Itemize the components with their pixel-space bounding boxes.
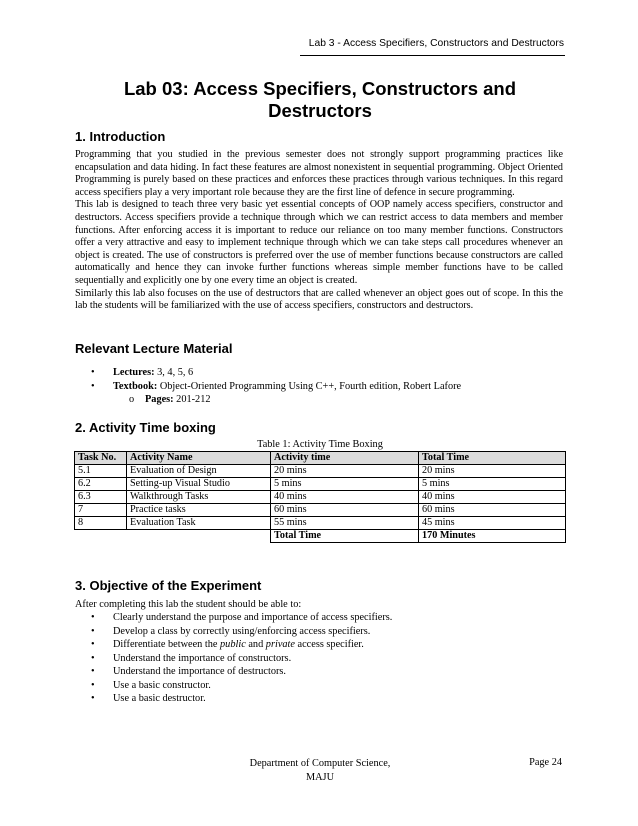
- table-cell: 60 mins: [419, 504, 566, 517]
- list-item: [75, 611, 563, 625]
- table-cell: Practice tasks: [127, 504, 271, 517]
- lecture-material-heading: Relevant Lecture Material: [75, 341, 233, 356]
- objective-list: [75, 611, 563, 706]
- objective-item-middle: and: [245, 639, 266, 650]
- table-cell: Evaluation of Design: [127, 465, 271, 478]
- objective-item: Understand the importance of destructors.: [113, 666, 286, 677]
- bullet-icon: •: [91, 380, 95, 392]
- table-total-row: [75, 530, 566, 543]
- total-value: 170 Minutes: [419, 530, 566, 543]
- list-item: [75, 679, 563, 693]
- intro-paragraph-1: Programming that you studied in the previous semester does not strongly support programming practices like encapsulation and data hiding. In fact these features are almost nonexistent in sequential programming. Object Oriented Programming is purely based on these practices and enforces these practices through various techniques. In this regard access specifiers play a very important role because they are the first line of defence in secure programming.: [75, 149, 563, 198]
- activity-heading: 2. Activity Time boxing: [75, 420, 216, 435]
- bullet-icon: •: [91, 625, 95, 637]
- footer-department-line2: MAJU: [305, 771, 335, 783]
- table-cell: 45 mins: [419, 517, 566, 530]
- bullet-icon: •: [91, 666, 95, 677]
- textbook-label: Textbook:: [113, 380, 158, 392]
- objective-item: Use a basic destructor.: [113, 693, 206, 704]
- intro-paragraph-2: This lab is designed to teach three very basic yet essential concepts of OOP namely access specifiers, constructor and destructors. Access specifiers provide a technique through which we can restrict access to data members and member functions. After enforcing access it is important to reduce our reliance on too many member functions. Constructors offer a very attractive and easy to implement technique through which we can take steps call procedures whenever an object is created. The use of constructors is preferred over the use of member functions because constructors are called automatically and hence they can invoke further functions whereas simple member functions have to be called sequentially and explicitly one by one every time an object is created.: [75, 199, 563, 286]
- table-cell: 5 mins: [419, 478, 566, 491]
- objective-item-suffix: access specifier.: [294, 639, 364, 650]
- introduction-body: [75, 149, 563, 313]
- sub-bullet-icon: o: [129, 394, 135, 405]
- objective-item-private: private: [265, 639, 295, 650]
- activity-table: [74, 451, 566, 543]
- pages-label: Pages:: [145, 394, 174, 405]
- table-cell: 8: [75, 517, 127, 530]
- objective-item: Clearly understand the purpose and importance of access specifiers.: [113, 612, 393, 623]
- lectures-label: Lectures:: [113, 367, 155, 378]
- document-title: Lab 03: Access Specifiers, Constructors and Destructors: [123, 78, 517, 121]
- column-header: Total Time: [419, 452, 566, 465]
- column-header: Activity Name: [127, 452, 271, 465]
- footer-department-line1: Department of Computer Science,: [249, 758, 391, 769]
- list-item: [75, 393, 563, 407]
- table-cell: Setting-up Visual Studio: [127, 478, 271, 491]
- table-row: [75, 491, 566, 504]
- list-item: [75, 665, 563, 679]
- list-item: [75, 692, 563, 706]
- textbook-value: Object-Oriented Programming Using C++, Fourth edition, Robert Lafore: [157, 380, 462, 392]
- table-row: [75, 504, 566, 517]
- table-cell: 20 mins: [419, 465, 566, 478]
- lectures-value: 3, 4, 5, 6: [154, 367, 194, 378]
- bullet-icon: •: [91, 693, 95, 704]
- column-header: Task No.: [75, 452, 127, 465]
- list-item: [75, 625, 563, 639]
- table-cell: 7: [75, 504, 127, 517]
- intro-paragraph-3: Similarly this lab also focuses on the use of destructors that are called whenever an object goes out of scope. In this the lab the students will be familiarized with the use of access specifiers, constructors and destructors.: [75, 287, 563, 312]
- bullet-icon: •: [91, 639, 95, 650]
- table-cell: 40 mins: [271, 491, 419, 504]
- lecture-material-list: [75, 366, 563, 407]
- bullet-icon: •: [91, 612, 95, 623]
- footer-department: [200, 757, 440, 784]
- objective-intro: After completing this lab the student should be able to:: [75, 599, 302, 610]
- bullet-icon: •: [91, 367, 95, 378]
- list-item: [75, 366, 563, 380]
- table-cell: 5.1: [75, 465, 127, 478]
- objective-item-prefix: Differentiate between the: [113, 639, 221, 650]
- column-header: Activity time: [271, 452, 419, 465]
- bullet-icon: •: [91, 652, 95, 664]
- bullet-icon: •: [91, 679, 95, 691]
- table-header-row: [75, 452, 566, 465]
- objective-item-public: public: [220, 639, 246, 650]
- objective-item: Develop a class by correctly using/enforcing access specifiers.: [113, 625, 371, 637]
- header-rule: [300, 55, 565, 56]
- table-row: [75, 465, 566, 478]
- table-cell: 55 mins: [271, 517, 419, 530]
- table-cell: 5 mins: [271, 478, 419, 491]
- objective-item: Use a basic constructor.: [113, 679, 211, 691]
- table-cell: Evaluation Task: [127, 517, 271, 530]
- table-cell: 6.2: [75, 478, 127, 491]
- list-item: [75, 638, 563, 652]
- pages-value: 201-212: [173, 394, 211, 405]
- objective-heading: 3. Objective of the Experiment: [75, 578, 262, 593]
- page-number: Page 24: [529, 757, 562, 768]
- objective-item: Understand the importance of constructors.: [113, 652, 292, 664]
- list-item: [75, 380, 563, 394]
- table-cell-empty: [75, 530, 127, 543]
- table-cell: 60 mins: [271, 504, 419, 517]
- table-cell-empty: [127, 530, 271, 543]
- table-caption: Table 1: Activity Time Boxing: [257, 439, 383, 450]
- table-cell: Walkthrough Tasks: [127, 491, 271, 504]
- running-header: Lab 3 - Access Specifiers, Constructors and Destructors: [308, 38, 564, 49]
- table-row: [75, 517, 566, 530]
- introduction-heading: 1. Introduction: [75, 129, 166, 144]
- table-row: [75, 478, 566, 491]
- table-cell: 20 mins: [271, 465, 419, 478]
- table-cell: 40 mins: [419, 491, 566, 504]
- total-label: Total Time: [271, 530, 419, 543]
- table-cell: 6.3: [75, 491, 127, 504]
- list-item: [75, 652, 563, 666]
